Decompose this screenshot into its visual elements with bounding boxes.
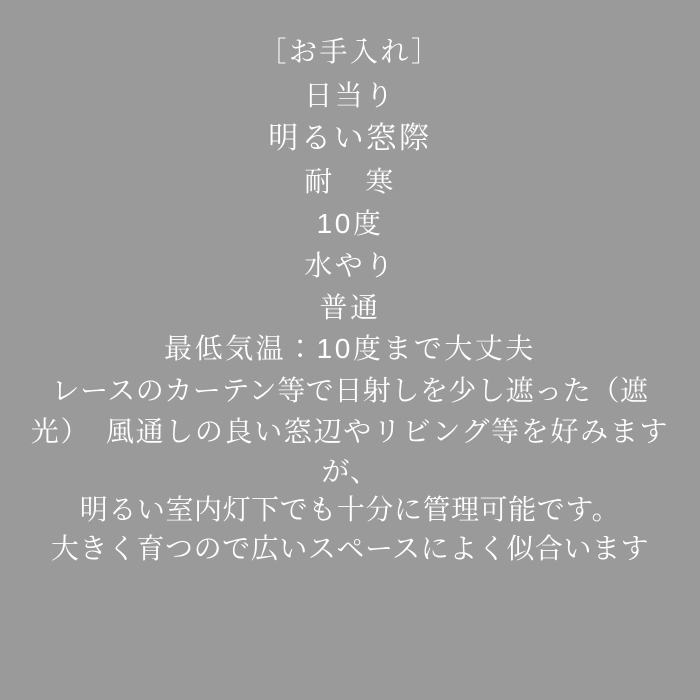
cold-tolerance-label: 耐 寒 bbox=[304, 166, 396, 198]
cold-tolerance-value: 10度 bbox=[316, 207, 384, 239]
description-line-3: が、 bbox=[321, 455, 379, 487]
description-line-1: レースのカーテン等で日射しを少し遮った（遮 bbox=[51, 375, 649, 407]
description-line-4: 明るい室内灯下でも十分に管理可能です。 bbox=[79, 494, 621, 526]
watering-label: 水やり bbox=[304, 249, 396, 281]
watering-value: 普通 bbox=[319, 291, 381, 323]
description-line-5: 大きく育つので広いスペースによく似合います bbox=[50, 532, 650, 564]
description-line-2: 光） 風通しの良い窓辺やリビング等を好みます bbox=[30, 415, 670, 447]
min-temperature-note: 最低気温：10度まで大丈夫 bbox=[164, 333, 536, 365]
sunlight-label: 日当り bbox=[304, 79, 396, 111]
sunlight-value: 明るい窓際 bbox=[268, 121, 432, 155]
care-title: ［お手入れ］ bbox=[258, 36, 442, 67]
